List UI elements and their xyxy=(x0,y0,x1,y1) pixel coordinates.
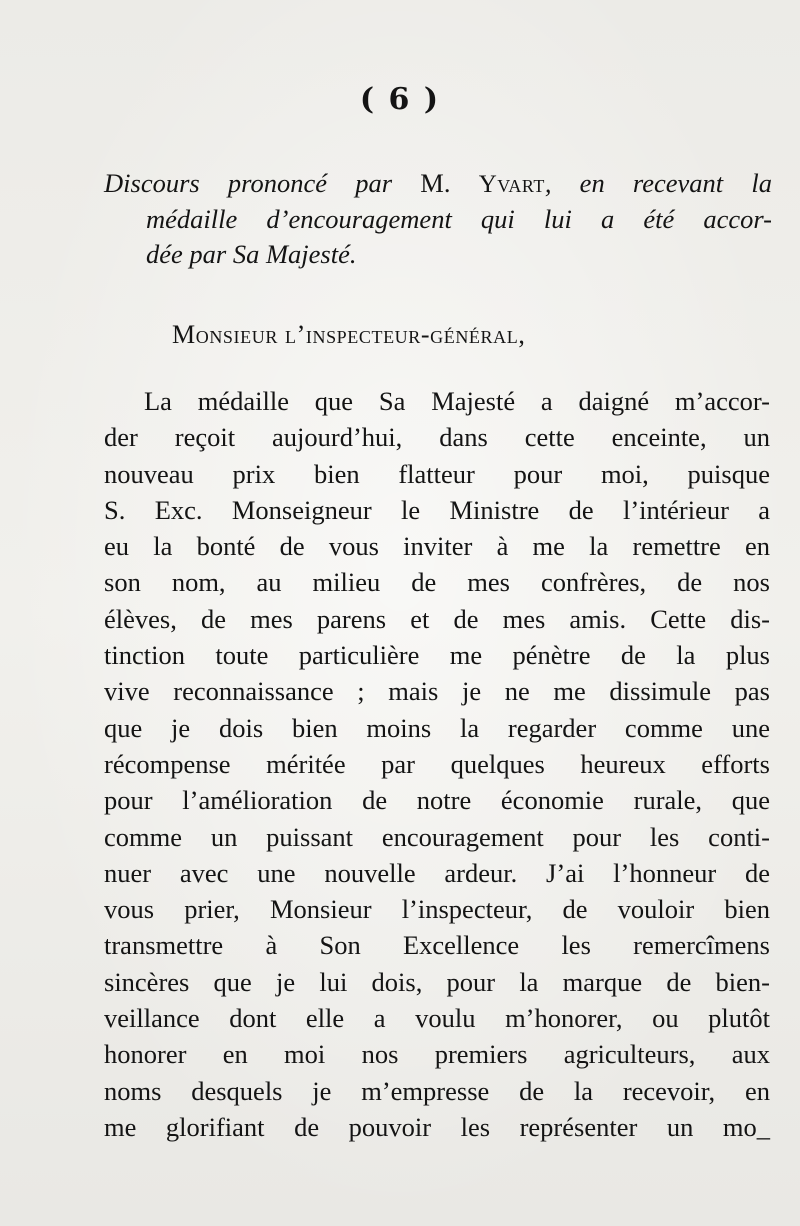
body-line: tinction toute particulière me pénètre de la plus xyxy=(104,640,770,671)
body-line: sincères que je lui dois, pour la marque de bien- xyxy=(104,966,770,997)
body-line: nuer avec une nouvelle ardeur. J’ai l’honneur de xyxy=(104,857,770,888)
body-line: son nom, au milieu de mes confrères, de nos xyxy=(104,567,770,598)
heading-line-1-text: Discours prononcé par xyxy=(104,168,421,198)
section-heading xyxy=(104,166,772,272)
body-text xyxy=(104,383,770,1145)
body-line: élèves, de mes parens et de mes amis. Cette dis- xyxy=(104,603,770,634)
body-line: der reçoit aujourd’hui, dans cette enceinte, un xyxy=(104,422,770,453)
page-number: ( 6 ) xyxy=(359,82,441,117)
body-line: vive reconnaissance ; mais je ne me dissimule pas xyxy=(104,676,770,707)
heading-line-1-end: , en recevant la xyxy=(544,168,772,198)
heading-line-2: médaille d’encouragement qui lui a été accor- xyxy=(146,204,772,234)
heading-line-1 xyxy=(104,166,772,202)
body-line: noms desquels je m’empresse de la recevoir, en xyxy=(104,1075,770,1106)
body-line: me glorifiant de pouvoir les représenter un mo_ xyxy=(104,1111,770,1142)
body-line: vous prier, Monsieur l’inspecteur, de vouloir bien xyxy=(104,894,770,925)
body-line: nouveau prix bien flatteur pour moi, puisque xyxy=(104,458,770,489)
body-line: veillance dont elle a voulu m’honorer, ou plutôt xyxy=(104,1003,770,1034)
body-line: que je dois bien moins la regarder comme une xyxy=(104,712,770,743)
salutation: Monsieur l’inspecteur-général, xyxy=(172,320,526,349)
body-line: honorer en moi nos premiers agriculteurs, aux xyxy=(104,1039,770,1070)
body-line: comme un puissant encouragement pour les conti- xyxy=(104,821,770,852)
body-line: pour l’amélioration de notre économie rurale, que xyxy=(104,785,770,816)
body-line: récompense méritée par quelques heureux efforts xyxy=(104,748,770,779)
body-line: S. Exc. Monseigneur le Ministre de l’intérieur a xyxy=(104,494,770,525)
body-line: transmettre à Son Excellence les remercîmens xyxy=(104,930,770,961)
heading-title-abbrev: M. xyxy=(420,168,479,198)
heading-line-3: dée par Sa Majesté. xyxy=(146,239,357,269)
heading-author-name: Yvart xyxy=(478,171,545,198)
body-line: eu la bonté de vous inviter à me la remettre en xyxy=(104,531,770,562)
body-line: La médaille que Sa Majesté a daigné m’accor- xyxy=(144,386,770,416)
